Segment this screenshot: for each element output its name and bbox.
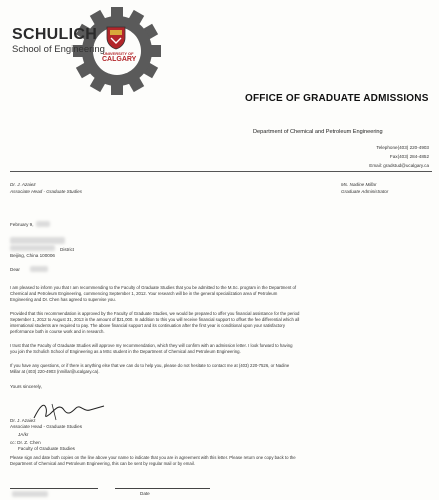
address-city: Beijing, China 100006 — [10, 253, 55, 258]
paragraph-3-line-1: I trust that the Faculty of Graduate Studies will approve my recommendation, which they will confirm with an admission letter. I look forward to having — [10, 343, 293, 348]
university-line2: CALGARY — [102, 56, 137, 63]
paragraph-4-line-2: Millar at (403) 220-4903 (nmillar@ucalgary.ca). — [10, 369, 100, 374]
signer-name: Dr. J. Azaiez — [10, 418, 36, 423]
initials: JA/kr — [18, 432, 29, 437]
department-name: Department of Chemical and Petroleum Engineering — [253, 129, 383, 135]
school-name: SCHULICH — [12, 26, 98, 43]
redacted-address-2 — [10, 245, 55, 251]
from-left-title: Associate Head - Graduate Studies — [10, 189, 83, 194]
cc-department: Faculty of Graduate Studies — [18, 446, 75, 451]
paragraph-4-line-1: If you have any questions, or if there is anything else that we can do to help you, please do not hesitate to contact me at (403) 220-7526, or Nadine — [10, 363, 290, 368]
closing: Yours sincerely, — [10, 384, 42, 389]
recipient-signature-line — [10, 488, 98, 489]
office-title: OFFICE OF GRADUATE ADMISSIONS — [245, 93, 429, 104]
paragraph-2-line-1: Provided that this recommendation is approved by the Faculty of Graduate Studies, we would be prepared to offer you financial assistance for the period — [10, 311, 300, 316]
date-label: Date — [140, 491, 150, 496]
date-line — [115, 488, 210, 489]
header-divider — [10, 171, 432, 172]
salutation: Dear — [10, 267, 20, 272]
from-left-name: Dr. J. Azaiez — [10, 182, 36, 187]
footer-line-1: Please sign and date both copies on the line above your name to indicate that you are in agreement with this letter. Please return one copy back to the — [10, 455, 296, 460]
paragraph-3-line-2: you join the Schulich School of Engineering as a MSc student in the Department of Chemical and Petroleum Engineering. — [10, 349, 241, 354]
signature-icon — [30, 398, 110, 424]
paragraph-1-line-3: Engineering and Dr. Chen has agreed to supervise you. — [10, 297, 116, 302]
paragraph-2-line-4: performance both in course work and in research. — [10, 329, 105, 334]
email-line: Email: gradstud@ucalgary.ca — [369, 163, 429, 168]
telephone-line: Telephone(403) 220-4903 — [376, 145, 429, 150]
paragraph-2-line-2: September 1, 2012 to August 31, 2013 in the amount of $21,000. In addition to this you will receive financial support to offset the fee differential which all — [10, 317, 300, 322]
paragraph-1-line-2: Chemical and Petroleum Engineering, commencing September 1, 2012. Your research will be in the general specialization area of Petroleum — [10, 291, 278, 296]
school-subtitle: School of Engineering — [12, 44, 105, 55]
from-right-title: Graduate Administrator — [341, 189, 389, 194]
cc-line: cc: Dr. Z. Chen — [10, 440, 41, 445]
paragraph-1-line-1: I am pleased to inform you that I am recommending to the Faculty of Graduate Studies that you be admitted to the M.Sc. program in the Department of — [10, 285, 297, 290]
letter-date: February 9, — [10, 222, 34, 227]
paragraph-2-line-3: international students are required to pay. The above financial support and its continuation after the first year is conditional upon your satisfactory — [10, 323, 286, 328]
from-right-name: Ms. Nadine Millar — [341, 182, 377, 187]
footer-line-2: Department of Chemical and Petroleum Engineering, this can be sent by regular mail or by email. — [10, 461, 195, 466]
redacted-recipient-name — [12, 491, 48, 497]
university-line1: UNIVERSITY OF — [103, 51, 134, 56]
address-district: District — [60, 247, 75, 252]
signer-title: Associate Head - Graduate Studies — [10, 424, 83, 429]
redacted-address-1 — [10, 237, 65, 244]
redacted-date — [36, 221, 50, 227]
redacted-recipient — [30, 266, 48, 272]
fax-line: Fax(403) 284-4852 — [389, 154, 429, 159]
university-crest-icon — [105, 26, 127, 50]
